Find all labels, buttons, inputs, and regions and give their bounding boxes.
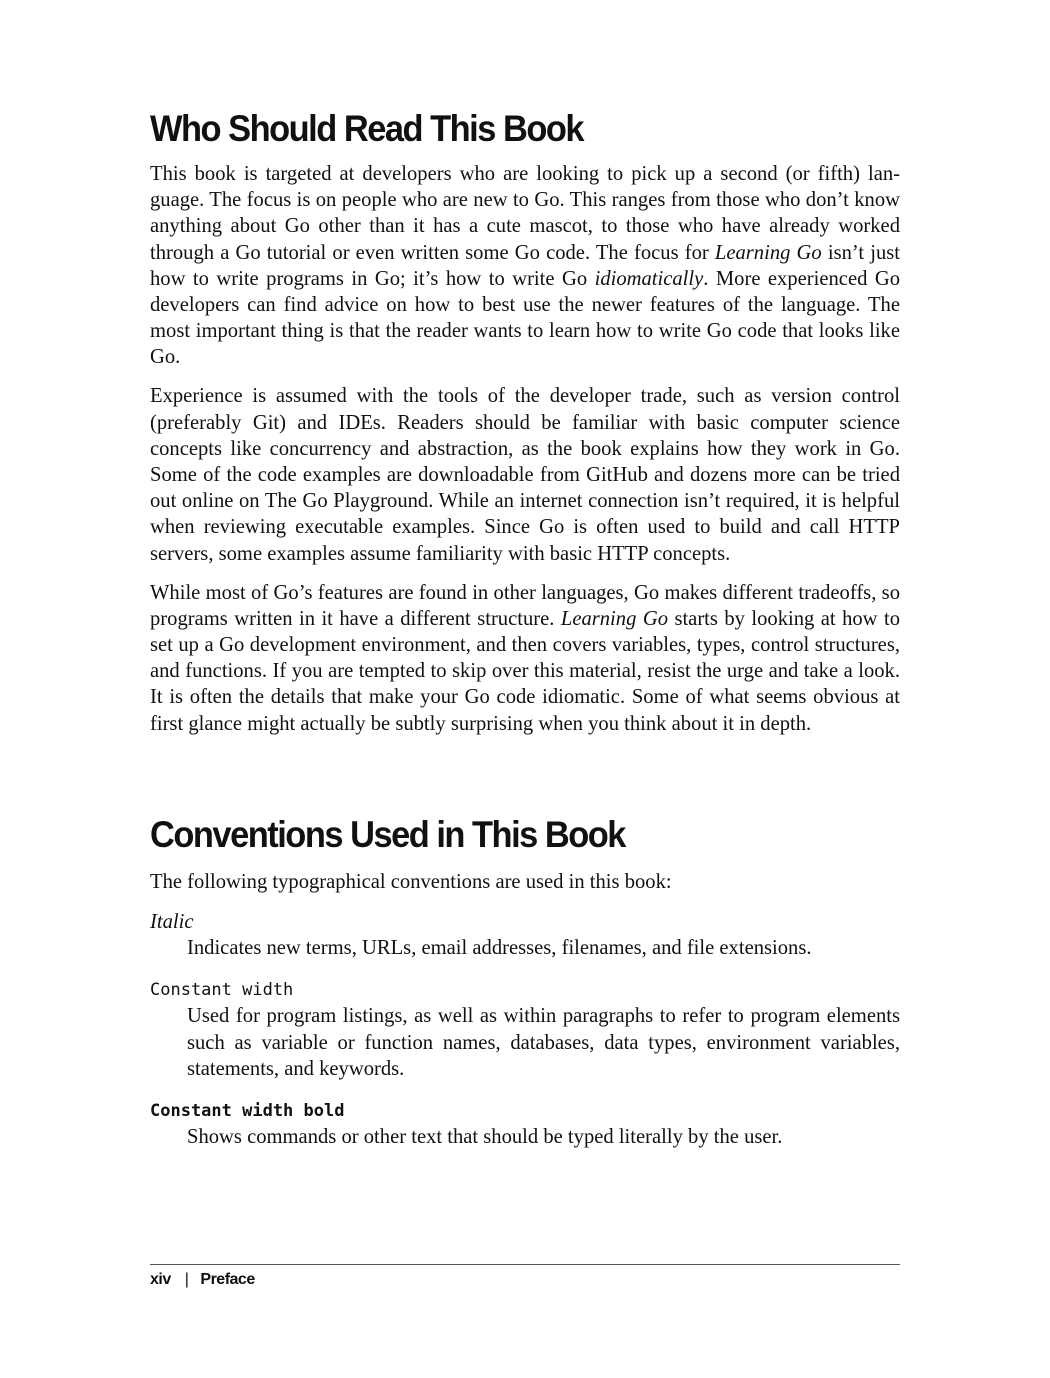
paragraph [150,161,900,371]
emphasis-text: Learning Go [714,241,822,264]
page-footer [150,1271,255,1289]
text-run: starts by looking at how to set up a Go development environment, and then covers variables, types, control structures, and functions. If you are tempted to skip over this material, resist the urge and take a look. It is often the details that make your Go code idiomatic. Some of what seems obvious at first glance might actually be subtly surprising when you think about it in depth. [150,607,900,735]
convention-term: Italic [150,911,194,934]
convention-term: Constant width [150,980,294,1001]
emphasis-text: Learning Go [560,607,668,630]
text-run: Experience is assumed with the tools of the developer trade, such as version control (preferably Git) and IDEs. Readers should be familiar with basic computer science concepts like concurrency and abstraction, as the book explains how they work in Go. Some of the code examples are downloadable from GitHub and dozens more can be tried out online on The Go Playground. While an internet connection isn’t required, it is helpful when reviewing executable examples. Since Go is often used to build and call HTTP servers, some examples assume familiarity with basic HTTP concepts. [150,385,900,565]
emphasis-text: idiomatically [594,267,704,290]
footer-divider [150,1264,900,1265]
paragraph [150,383,900,566]
convention-description: Used for program listings, as well as within paragraphs to refer to program elements such as variable or function names, databases, data types, environment variables, statements, and keywords. [187,1005,900,1080]
convention-entry-constant-width [150,977,900,1082]
text-run: This book is targeted at developers who are looking to pick up a second (or fifth) language. The focus is on people who are new to Go. This ranges from those who don’t know anything about Go other than it has a cute mascot, to those who have already worked through a Go tutorial or even written some Go code. The focus for [150,163,900,264]
conventions-intro: The following typographical conventions are used in this book: [150,871,672,893]
convention-entry-italic [150,909,900,961]
convention-description: Indicates new terms, URLs, email addresses, filenames, and file extensions. [187,937,812,960]
convention-description: Shows commands or other text that should be typed literally by the user. [187,1126,783,1149]
section-body-conventions [150,869,900,1166]
text-run: . More experienced Go developers can find advice on how to best use the newer features of the language. The most important thing is that the reader wants to learn how to write Go code that looks like Go. [150,267,901,369]
footer-separator: | [184,1271,189,1288]
text-run: While most of Go’s features are found in other languages, Go makes different tradeoffs, so programs written in it have a different structure. [150,581,900,630]
paragraph [150,580,900,737]
page-number: xiv [150,1271,171,1288]
convention-term: Constant width bold [150,1101,345,1122]
chapter-name: Preface [200,1271,255,1288]
section-title-conventions: Conventions Used in This Book [150,814,625,855]
section-title-who-should-read: Who Should Read This Book [150,108,584,149]
convention-entry-constant-width-bold [150,1098,900,1150]
section-body-who-should-read [150,161,900,750]
text-run: isn’t just how to write programs in Go; it’s how to write Go [150,241,900,290]
